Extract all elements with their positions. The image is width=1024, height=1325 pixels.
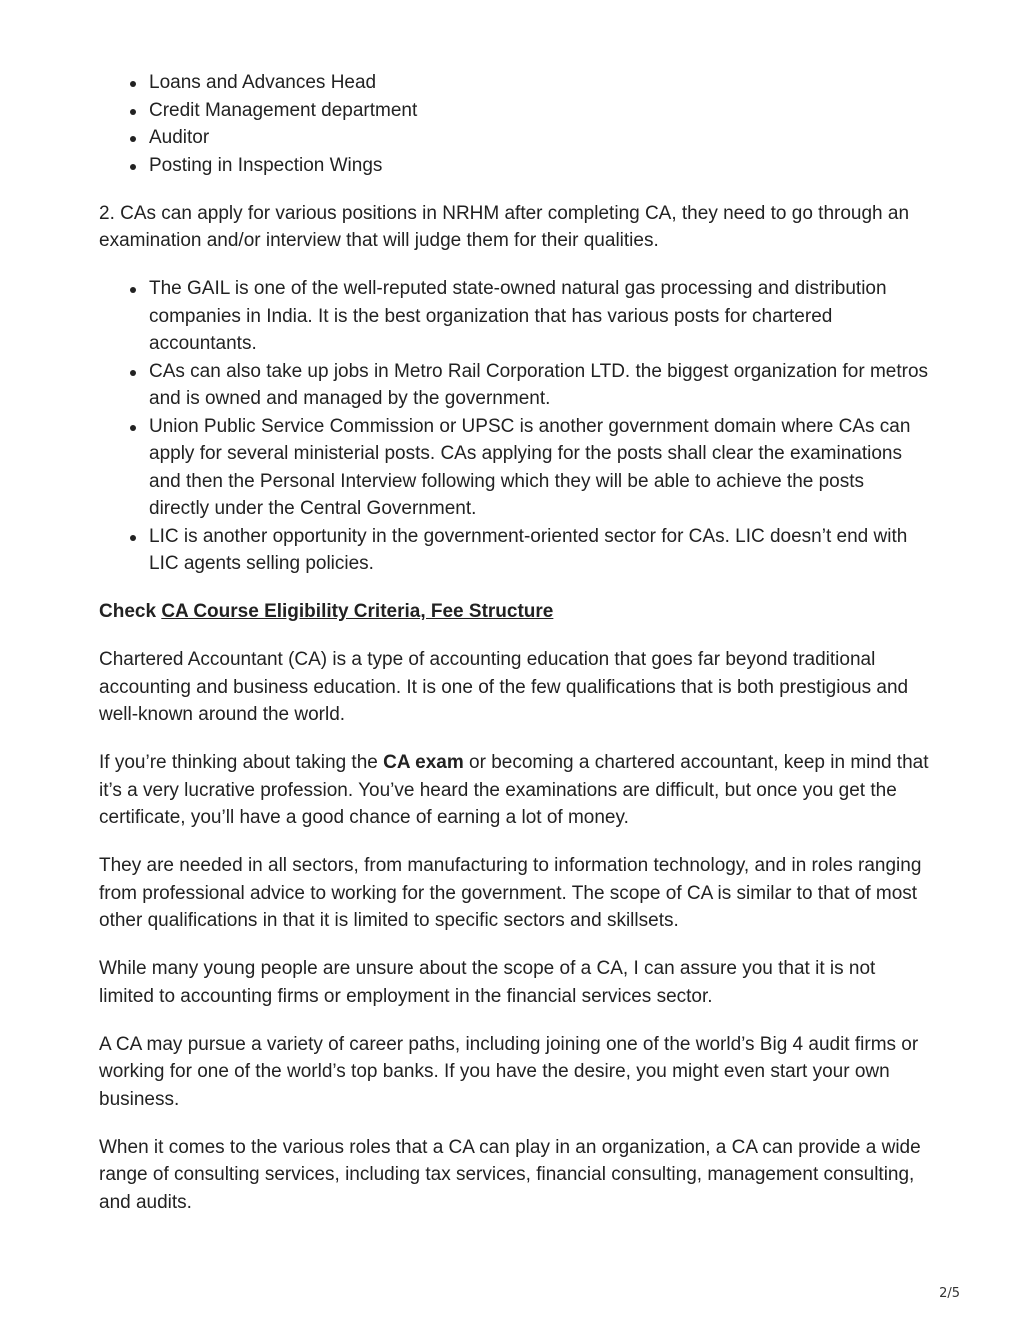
government-jobs-list: [99, 275, 929, 578]
page-number: 2/5: [939, 1286, 960, 1301]
list-item: LIC is another opportunity in the government-oriented sector for CAs. LIC doesn’t end with LIC agents selling policies.: [149, 523, 929, 578]
positions-list: [99, 69, 929, 179]
exam-paragraph: [99, 749, 929, 832]
article-body: [99, 69, 929, 1216]
list-item: Credit Management department: [149, 97, 929, 125]
list-item: Loans and Advances Head: [149, 69, 929, 97]
roles-paragraph: When it comes to the various roles that a CA can play in an organization, a CA can provide a wide range of consulting services, including tax services, financial consulting, management consulting, and audits.: [99, 1136, 921, 1213]
nrhm-paragraph: 2. CAs can apply for various positions in NRHM after completing CA, they need to go through an examination and/or interview that will judge them for their qualities.: [99, 202, 910, 251]
list-item: CAs can also take up jobs in Metro Rail Corporation LTD. the biggest organization for metros and is owned and managed by the government.: [149, 358, 929, 413]
check-label: Check: [99, 601, 162, 622]
list-item: The GAIL is one of the well-reputed state-owned natural gas processing and distribution companies in India. It is the best organization that has various posts for chartered accountants.: [149, 275, 929, 358]
check-line: [99, 598, 929, 626]
exam-text-before: If you’re thinking about taking the: [99, 752, 384, 773]
list-item: Union Public Service Commission or UPSC is another government domain where CAs can apply for several ministerial posts. CAs applying for the posts shall clear the examinations and then the Personal Interview following which they will be able to achieve the posts directly under the Central Government.: [149, 413, 929, 523]
intro-paragraph: Chartered Accountant (CA) is a type of accounting education that goes far beyond traditional accounting and business education. It is one of the few qualifications that is both prestigious and well-known around the world.: [99, 649, 909, 725]
exam-text-after: or becoming a chartered accountant, keep in mind that it’s a very lucrative profession. You’ve heard the examinations are difficult, but once you get the certificate, you’ll have a good chance of earning a lot of money.: [99, 752, 929, 828]
sectors-paragraph: They are needed in all sectors, from manufacturing to information technology, and in roles ranging from professional advice to working for the government. The scope of CA is similar to that of most other qualifications in that it is limited to specific sectors and skillsets.: [99, 855, 922, 931]
list-item: Auditor: [149, 124, 929, 152]
exam-bold-text: CA exam: [383, 752, 464, 773]
scope-paragraph: While many young people are unsure about the scope of a CA, I can assure you that it is not limited to accounting firms or employment in the financial services sector.: [99, 958, 876, 1007]
list-item: Posting in Inspection Wings: [149, 152, 929, 180]
career-paths-paragraph: A CA may pursue a variety of career paths, including joining one of the world’s Big 4 audit firms or working for one of the world’s top banks. If you have the desire, you might even start your own business.: [99, 1033, 919, 1110]
eligibility-link[interactable]: CA Course Eligibility Criteria, Fee Structure: [161, 601, 554, 622]
